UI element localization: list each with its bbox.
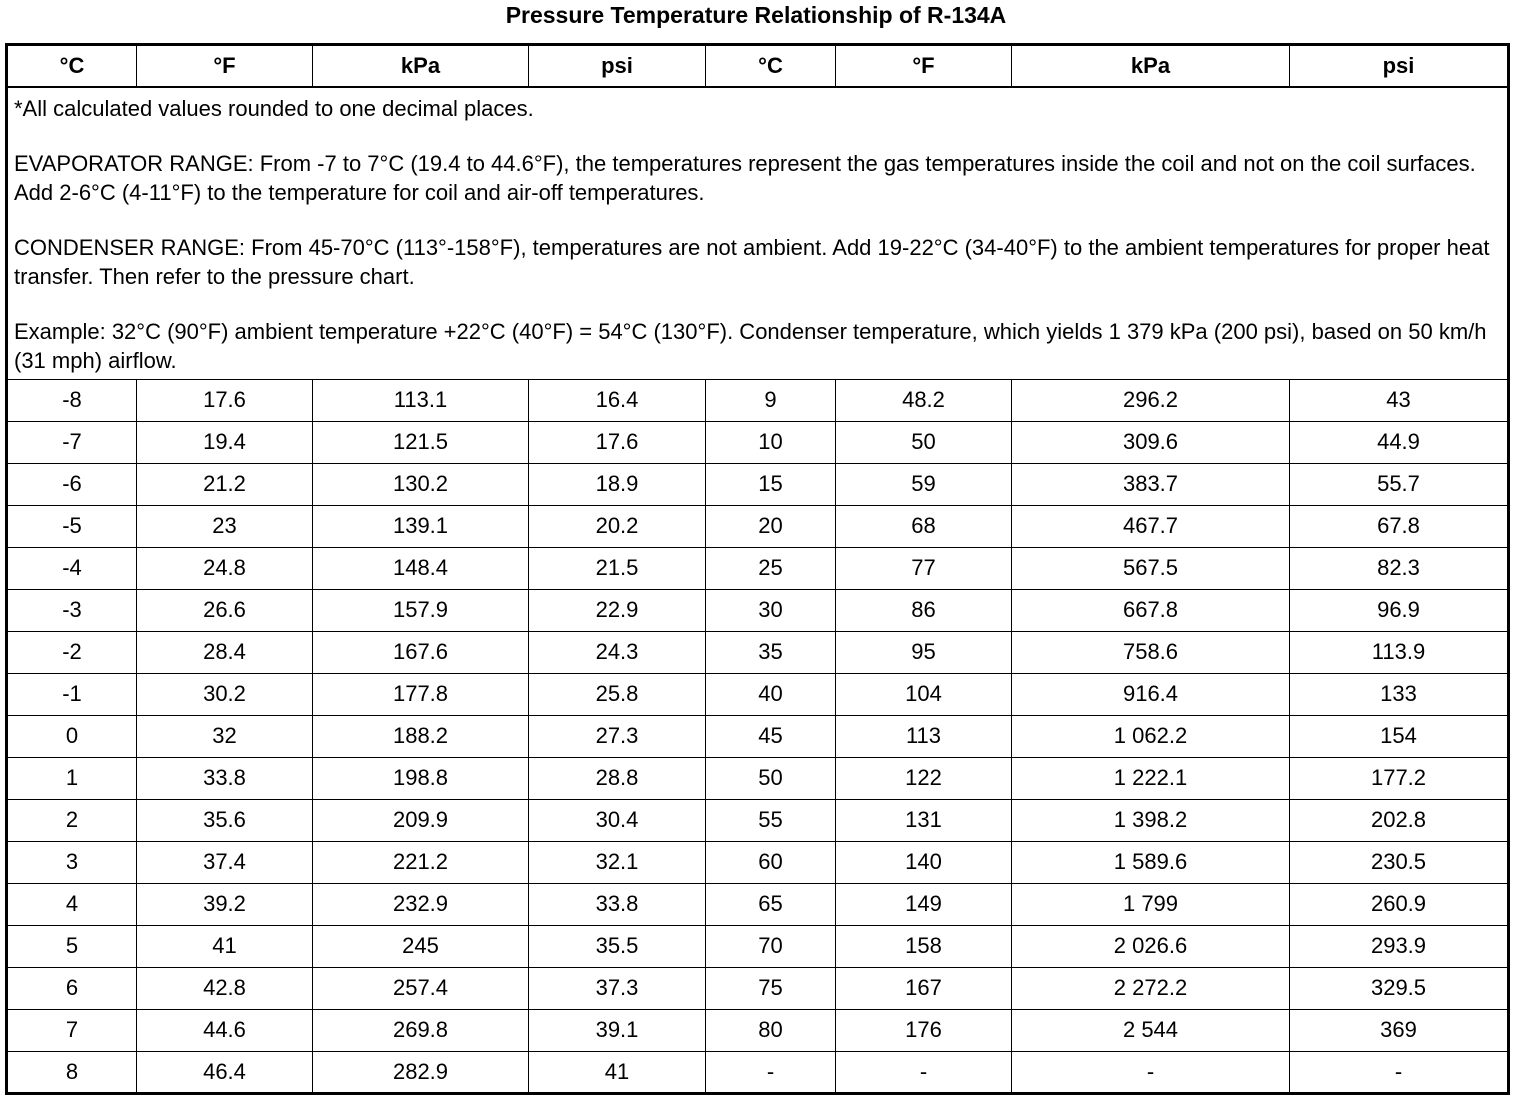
header-kpa-right: kPa: [1012, 45, 1290, 87]
cell-celsius-left: 7: [7, 1009, 137, 1051]
cell-fahrenheit-left: 26.6: [137, 589, 313, 631]
cell-celsius-left: -8: [7, 379, 137, 421]
cell-psi-right: 96.9: [1290, 589, 1509, 631]
note-condenser-range: CONDENSER RANGE: From 45-70°C (113°-158°F), temperatures are not ambient. Add 19-22°C (34-40°F) to the ambient temperatures for proper heat transfer. Then refer to the pressure chart.: [14, 234, 1490, 289]
cell-psi-right: 113.9: [1290, 631, 1509, 673]
cell-kpa-left: 221.2: [313, 841, 529, 883]
cell-kpa-right: 1 062.2: [1012, 715, 1290, 757]
table-row: [7, 547, 1509, 589]
cell-psi-right: 293.9: [1290, 925, 1509, 967]
cell-celsius-left: -4: [7, 547, 137, 589]
cell-psi-right: 44.9: [1290, 421, 1509, 463]
cell-celsius-right: 40: [706, 673, 836, 715]
cell-fahrenheit-right: 50: [836, 421, 1012, 463]
cell-kpa-left: 113.1: [313, 379, 529, 421]
cell-psi-left: 39.1: [529, 1009, 706, 1051]
cell-kpa-left: 121.5: [313, 421, 529, 463]
table-row: [7, 841, 1509, 883]
header-fahrenheit-left: °F: [137, 45, 313, 87]
cell-kpa-left: 130.2: [313, 463, 529, 505]
cell-kpa-right: 1 398.2: [1012, 799, 1290, 841]
cell-fahrenheit-right: -: [836, 1051, 1012, 1093]
table-row: [7, 505, 1509, 547]
cell-psi-left: 24.3: [529, 631, 706, 673]
table-row: [7, 1051, 1509, 1093]
cell-fahrenheit-left: 33.8: [137, 757, 313, 799]
cell-kpa-right: 2 544: [1012, 1009, 1290, 1051]
cell-kpa-right: 667.8: [1012, 589, 1290, 631]
cell-celsius-left: -2: [7, 631, 137, 673]
cell-psi-left: 21.5: [529, 547, 706, 589]
cell-celsius-right: 35: [706, 631, 836, 673]
table-row: [7, 967, 1509, 1009]
table-row: [7, 799, 1509, 841]
cell-celsius-right: 10: [706, 421, 836, 463]
cell-fahrenheit-left: 28.4: [137, 631, 313, 673]
cell-psi-left: 37.3: [529, 967, 706, 1009]
notes-row: [7, 87, 1509, 380]
cell-psi-right: 202.8: [1290, 799, 1509, 841]
cell-celsius-left: -3: [7, 589, 137, 631]
cell-psi-left: 20.2: [529, 505, 706, 547]
cell-celsius-left: 8: [7, 1051, 137, 1093]
cell-fahrenheit-right: 158: [836, 925, 1012, 967]
cell-celsius-right: 80: [706, 1009, 836, 1051]
cell-celsius-right: 55: [706, 799, 836, 841]
header-fahrenheit-right: °F: [836, 45, 1012, 87]
cell-kpa-right: 2 026.6: [1012, 925, 1290, 967]
cell-celsius-right: 70: [706, 925, 836, 967]
note-evaporator-range: EVAPORATOR RANGE: From -7 to 7°C (19.4 to 44.6°F), the temperatures represent the gas temperatures inside the coil and not on the coil surfaces. Add 2-6°C (4-11°F) to the temperature for coil and air-off temperatures.: [14, 150, 1476, 205]
cell-fahrenheit-right: 176: [836, 1009, 1012, 1051]
cell-psi-right: 260.9: [1290, 883, 1509, 925]
table-row: [7, 757, 1509, 799]
cell-celsius-left: -7: [7, 421, 137, 463]
cell-kpa-right: 383.7: [1012, 463, 1290, 505]
cell-psi-right: 67.8: [1290, 505, 1509, 547]
cell-kpa-left: 167.6: [313, 631, 529, 673]
table-row: [7, 631, 1509, 673]
cell-psi-right: 369: [1290, 1009, 1509, 1051]
cell-celsius-left: 0: [7, 715, 137, 757]
cell-psi-left: 33.8: [529, 883, 706, 925]
cell-kpa-right: 2 272.2: [1012, 967, 1290, 1009]
note-example: Example: 32°C (90°F) ambient temperature +22°C (40°F) = 54°C (130°F). Condenser temperature, which yields 1 379 kPa (200 psi), based on 50 km/h (31 mph) airflow.: [14, 318, 1487, 373]
table-row: [7, 463, 1509, 505]
table-row: [7, 883, 1509, 925]
cell-fahrenheit-left: 35.6: [137, 799, 313, 841]
pressure-temperature-table: [5, 43, 1510, 1095]
cell-fahrenheit-left: 32: [137, 715, 313, 757]
cell-psi-right: -: [1290, 1051, 1509, 1093]
header-psi-left: psi: [529, 45, 706, 87]
table-row: [7, 589, 1509, 631]
cell-fahrenheit-right: 131: [836, 799, 1012, 841]
cell-kpa-left: 157.9: [313, 589, 529, 631]
cell-psi-right: 154: [1290, 715, 1509, 757]
cell-celsius-left: 1: [7, 757, 137, 799]
cell-celsius-left: 6: [7, 967, 137, 1009]
cell-fahrenheit-left: 23: [137, 505, 313, 547]
cell-psi-right: 177.2: [1290, 757, 1509, 799]
cell-kpa-left: 198.8: [313, 757, 529, 799]
cell-psi-left: 35.5: [529, 925, 706, 967]
cell-psi-left: 18.9: [529, 463, 706, 505]
cell-fahrenheit-right: 140: [836, 841, 1012, 883]
cell-kpa-right: 758.6: [1012, 631, 1290, 673]
table-row: [7, 421, 1509, 463]
cell-celsius-left: -6: [7, 463, 137, 505]
cell-celsius-right: 20: [706, 505, 836, 547]
cell-kpa-left: 148.4: [313, 547, 529, 589]
cell-kpa-right: 916.4: [1012, 673, 1290, 715]
cell-psi-left: 25.8: [529, 673, 706, 715]
cell-fahrenheit-right: 68: [836, 505, 1012, 547]
table-row: [7, 715, 1509, 757]
cell-celsius-right: 60: [706, 841, 836, 883]
cell-psi-right: 43: [1290, 379, 1509, 421]
cell-celsius-left: 2: [7, 799, 137, 841]
cell-kpa-right: 1 799: [1012, 883, 1290, 925]
table-row: [7, 673, 1509, 715]
cell-celsius-right: 15: [706, 463, 836, 505]
cell-fahrenheit-left: 21.2: [137, 463, 313, 505]
cell-psi-left: 41: [529, 1051, 706, 1093]
cell-kpa-right: 1 222.1: [1012, 757, 1290, 799]
cell-fahrenheit-left: 24.8: [137, 547, 313, 589]
cell-kpa-left: 282.9: [313, 1051, 529, 1093]
cell-celsius-right: 9: [706, 379, 836, 421]
header-psi-right: psi: [1290, 45, 1509, 87]
cell-fahrenheit-right: 149: [836, 883, 1012, 925]
table-row: [7, 379, 1509, 421]
table-row: [7, 925, 1509, 967]
cell-psi-left: 27.3: [529, 715, 706, 757]
cell-kpa-left: 177.8: [313, 673, 529, 715]
cell-fahrenheit-left: 42.8: [137, 967, 313, 1009]
cell-fahrenheit-right: 77: [836, 547, 1012, 589]
cell-psi-left: 17.6: [529, 421, 706, 463]
cell-psi-left: 22.9: [529, 589, 706, 631]
cell-kpa-left: 139.1: [313, 505, 529, 547]
cell-fahrenheit-right: 59: [836, 463, 1012, 505]
cell-celsius-left: 3: [7, 841, 137, 883]
cell-kpa-left: 269.8: [313, 1009, 529, 1051]
cell-celsius-left: -1: [7, 673, 137, 715]
note-rounding: *All calculated values rounded to one decimal places.: [14, 95, 534, 121]
cell-kpa-right: 296.2: [1012, 379, 1290, 421]
cell-celsius-right: 65: [706, 883, 836, 925]
header-row: [7, 45, 1509, 87]
cell-fahrenheit-right: 95: [836, 631, 1012, 673]
cell-celsius-right: 45: [706, 715, 836, 757]
cell-kpa-left: 232.9: [313, 883, 529, 925]
cell-psi-left: 16.4: [529, 379, 706, 421]
cell-fahrenheit-left: 44.6: [137, 1009, 313, 1051]
cell-celsius-left: 4: [7, 883, 137, 925]
cell-psi-right: 82.3: [1290, 547, 1509, 589]
header-celsius-left: °C: [7, 45, 137, 87]
cell-kpa-right: 1 589.6: [1012, 841, 1290, 883]
cell-kpa-right: 309.6: [1012, 421, 1290, 463]
cell-fahrenheit-right: 104: [836, 673, 1012, 715]
cell-psi-right: 230.5: [1290, 841, 1509, 883]
table-row: [7, 1009, 1509, 1051]
cell-celsius-right: 75: [706, 967, 836, 1009]
cell-kpa-right: 467.7: [1012, 505, 1290, 547]
cell-fahrenheit-left: 37.4: [137, 841, 313, 883]
cell-celsius-left: 5: [7, 925, 137, 967]
header-kpa-left: kPa: [313, 45, 529, 87]
cell-fahrenheit-left: 17.6: [137, 379, 313, 421]
cell-fahrenheit-right: 113: [836, 715, 1012, 757]
cell-psi-right: 329.5: [1290, 967, 1509, 1009]
notes-cell: [7, 87, 1509, 380]
cell-psi-right: 133: [1290, 673, 1509, 715]
cell-kpa-left: 188.2: [313, 715, 529, 757]
cell-fahrenheit-right: 122: [836, 757, 1012, 799]
cell-celsius-right: 30: [706, 589, 836, 631]
cell-fahrenheit-left: 39.2: [137, 883, 313, 925]
cell-fahrenheit-left: 41: [137, 925, 313, 967]
cell-celsius-right: 50: [706, 757, 836, 799]
cell-psi-left: 32.1: [529, 841, 706, 883]
cell-celsius-right: 25: [706, 547, 836, 589]
cell-kpa-left: 257.4: [313, 967, 529, 1009]
cell-kpa-right: -: [1012, 1051, 1290, 1093]
cell-fahrenheit-left: 46.4: [137, 1051, 313, 1093]
cell-psi-left: 28.8: [529, 757, 706, 799]
cell-fahrenheit-left: 30.2: [137, 673, 313, 715]
cell-fahrenheit-right: 86: [836, 589, 1012, 631]
cell-celsius-right: -: [706, 1051, 836, 1093]
cell-celsius-left: -5: [7, 505, 137, 547]
cell-fahrenheit-right: 48.2: [836, 379, 1012, 421]
cell-kpa-left: 245: [313, 925, 529, 967]
cell-kpa-left: 209.9: [313, 799, 529, 841]
cell-kpa-right: 567.5: [1012, 547, 1290, 589]
cell-psi-right: 55.7: [1290, 463, 1509, 505]
header-celsius-right: °C: [706, 45, 836, 87]
cell-fahrenheit-left: 19.4: [137, 421, 313, 463]
cell-fahrenheit-right: 167: [836, 967, 1012, 1009]
table-title: Pressure Temperature Relationship of R-134A: [505, 2, 1007, 28]
cell-psi-left: 30.4: [529, 799, 706, 841]
